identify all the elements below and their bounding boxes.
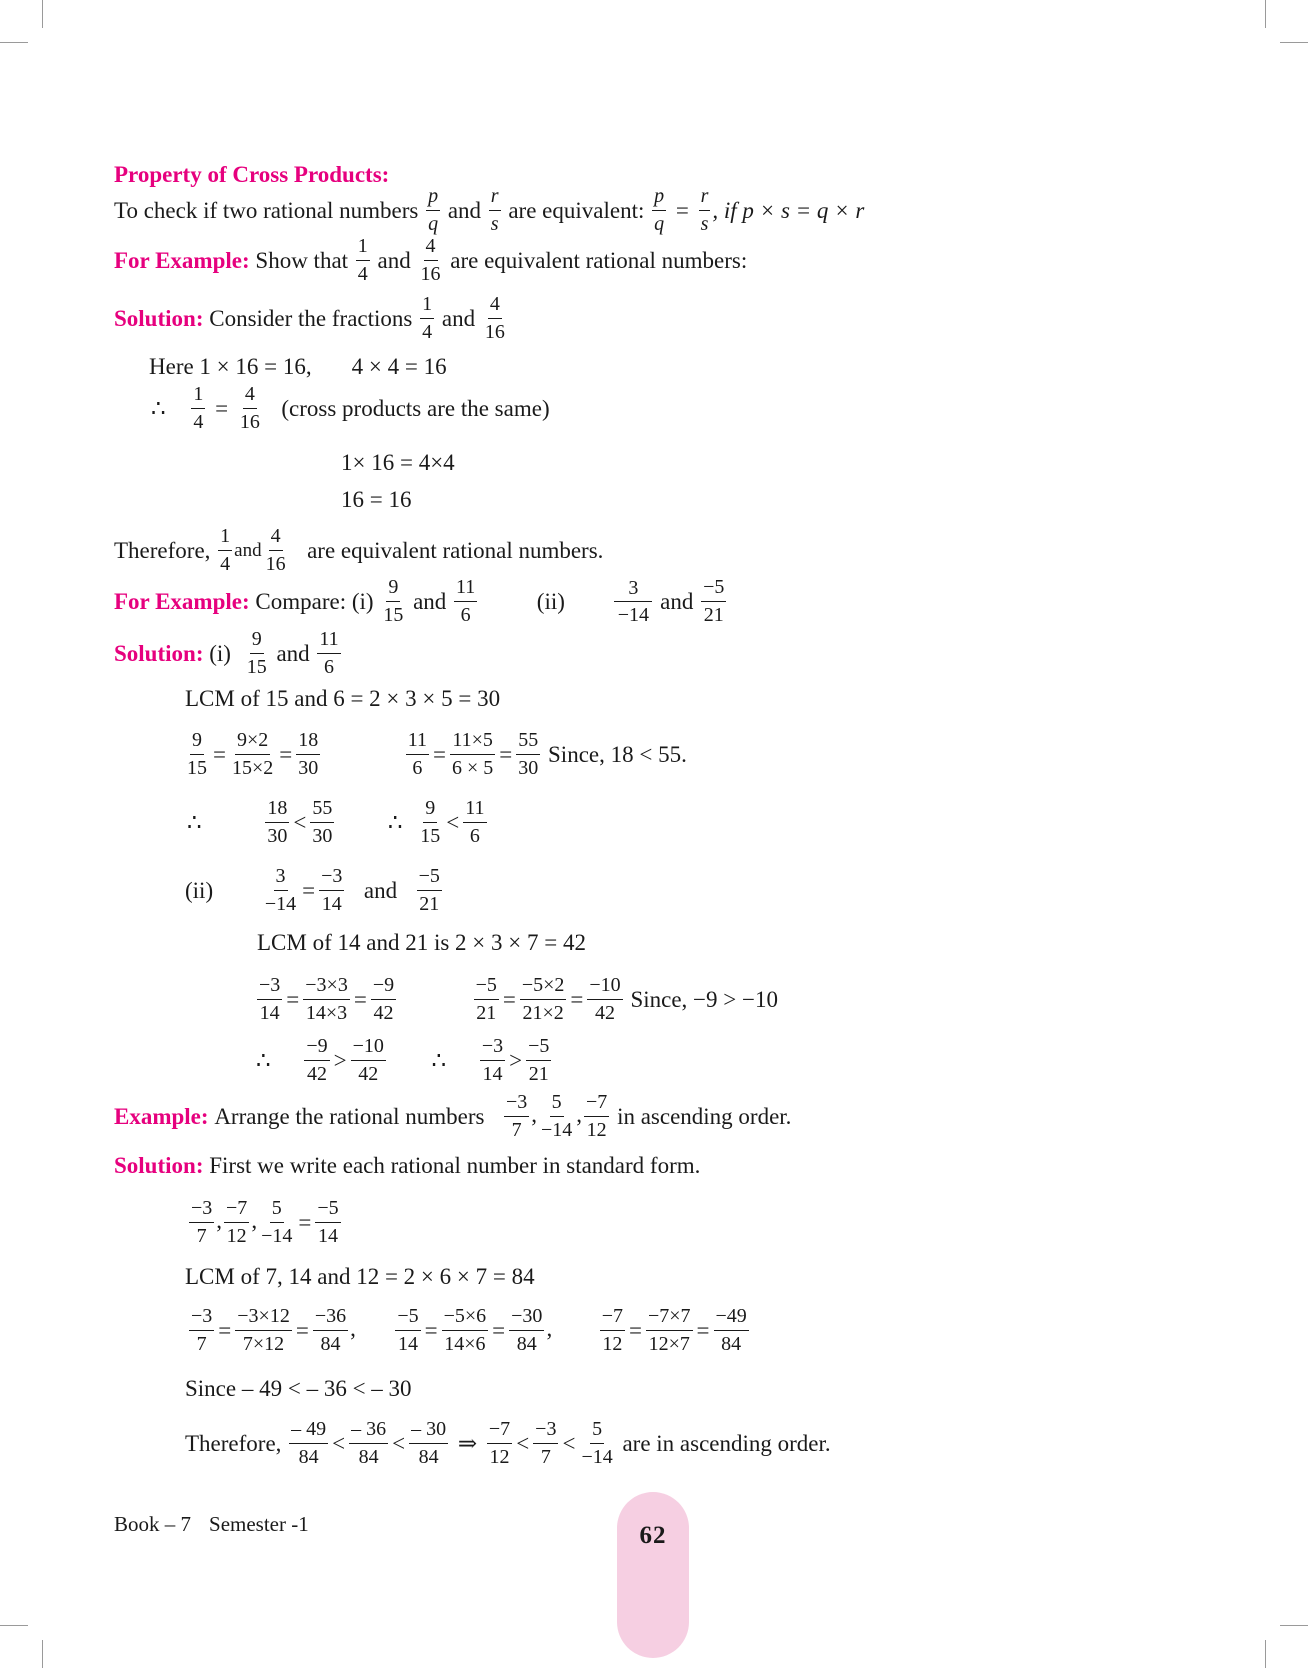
lcm-line-3: LCM of 7, 14 and 12 = 2 × 6 × 7 = 84	[185, 1264, 535, 1289]
fraction: $\frac{55}{30}$	[518, 729, 539, 779]
equation-row: $\frac{-3}{14}$ = $\frac{-3\times 3}{14\times 3}$ = $\frac{-9}{42}$ $\frac{-5}{21}$ = $\frac{-5\times 2}{21\times 2}$ = $\frac{-10}{42}$ Since, −9 > −10	[259, 974, 778, 1024]
fraction: $\frac{11\times 5}{6 \times 5}$	[452, 729, 494, 779]
fraction: $\frac{5}{-14}$	[581, 1418, 613, 1468]
here-line: Here 1 × 16 = 16, 4 × 4 = 16	[149, 354, 447, 380]
example-2: For Example: Compare: (i) $\frac{9}{15}$ and $\frac{11}{6}$ (ii) $\frac{3}{-14}$ and $\frac{-5}{21}$	[114, 576, 725, 626]
fraction: $\frac{1}{4}$	[357, 235, 368, 285]
semester-label: Semester -1	[209, 1512, 309, 1536]
crop-mark	[0, 1625, 28, 1626]
fraction: $\frac{5}{-14}$	[541, 1091, 573, 1141]
solution-2: Solution: (i) $\frac{9}{15}$ and $\frac{11}{6}$	[114, 628, 339, 678]
fraction: $\frac{-3}{14}$	[259, 974, 281, 1024]
fraction: $\frac{-5}{14}$	[397, 1305, 419, 1355]
standard-form-row: $\frac{-3}{7}$ , $\frac{-7}{12}$ , $\frac{5}{-14}$ = $\frac{-5}{14}$	[191, 1197, 339, 1247]
crop-mark	[1265, 1640, 1266, 1668]
fraction: $\frac{-7\times 7}{12\times 7}$	[647, 1305, 691, 1355]
since-line: Since – 49 < – 36 < – 30	[185, 1376, 412, 1401]
fraction: $\frac{- 30}{84}$	[411, 1418, 447, 1468]
fraction: $\frac{1}{4}$	[220, 525, 231, 575]
example-3: Example: Arrange the rational numbers $\frac{-3}{7}$ , $\frac{5}{-14}$ , $\frac{-7}{12}$ in ascending order.	[114, 1091, 792, 1141]
solution-1: Solution: Consider the fractions $\frac{1}{4}$ and $\frac{4}{16}$	[114, 293, 505, 343]
crop-mark	[1265, 0, 1266, 28]
fraction: $\frac{-49}{84}$	[715, 1305, 747, 1355]
fraction: $\frac{-30}{84}$	[511, 1305, 543, 1355]
fraction: $\frac{4}{16}$	[484, 293, 505, 343]
fraction: $\frac{11}{6}$	[319, 628, 339, 678]
fraction: $\frac{-10}{42}$	[589, 974, 621, 1024]
fraction: $\frac{9}{15}$	[246, 628, 267, 678]
fraction: $\frac{11}{6}$	[407, 729, 428, 779]
fraction: $\frac{- 36}{84}$	[351, 1418, 387, 1468]
fraction: $\frac{1}{4}$	[193, 383, 204, 433]
fraction: $\frac{3}{-14}$	[264, 865, 297, 915]
final-order-row: Therefore, $\frac{- 49}{84}$ < $\frac{- 36}{84}$ < $\frac{- 30}{84}$ ⇒ $\frac{-7}{12}$ < $\frac{-3}{7}$ < $\frac{5}{-14}$ are in ascending order.	[185, 1418, 831, 1468]
fraction-r-s: $\frac{r}{s}$	[700, 185, 709, 235]
cross-equal-line: ∴ $\frac{1}{4}$ = $\frac{4}{16}$ (cross products are the same)	[151, 383, 550, 433]
fraction: $\frac{11}{6}$	[465, 797, 485, 847]
lcm-line-1: LCM of 15 and 6 = 2 × 3 × 5 = 30	[185, 686, 501, 711]
fraction: $\frac{5}{-14}$	[261, 1197, 293, 1247]
fraction: $\frac{-3}{7}$	[505, 1091, 528, 1141]
fraction: $\frac{-5}{21}$	[475, 974, 497, 1024]
fraction: $\frac{-7}{12}$	[226, 1197, 248, 1247]
conversion-row: $\frac{-3}{7}$ = $\frac{-3\times 12}{7\times 12}$ = $\frac{-36}{84}$ , $\frac{-5}{14}$ = $\frac{-5\times 6}{14\times 6}$ = $\frac{-30}{84}$ , $\frac{-7}{12}$ = $\frac{-7\times 7}{12\times 7}$ = $\frac{-49}{84}$	[191, 1305, 747, 1355]
fraction: $\frac{-36}{84}$	[314, 1305, 347, 1355]
page-number: 62	[639, 1522, 667, 1549]
fraction: $\frac{-9}{42}$	[372, 974, 395, 1024]
page-number-tab	[617, 1492, 689, 1658]
crop-mark	[1280, 1625, 1308, 1626]
fraction: $\frac{-9}{42}$	[306, 1035, 328, 1085]
fraction: $\frac{-7}{12}$	[586, 1091, 608, 1141]
fraction: $\frac{-7}{12}$	[601, 1305, 623, 1355]
example-1: For Example: Show that $\frac{1}{4}$ and $\frac{4}{16}$ are equivalent rational numbers:	[114, 235, 748, 285]
fraction: $\frac{3}{-14}$	[614, 576, 652, 628]
fraction: $\frac{9\times 2}{15\times 2}$	[231, 729, 274, 779]
fraction: $\frac{4}{16}$	[239, 383, 260, 433]
fraction-p-q: $\frac{p}{q}$	[654, 185, 665, 235]
fraction: $\frac{-3\times 12}{7\times 12}$	[237, 1305, 290, 1355]
fraction: $\frac{-10}{42}$	[352, 1035, 384, 1085]
fraction: $\frac{18}{30}$	[298, 729, 319, 779]
fraction: $\frac{4}{16}$	[265, 525, 286, 575]
fraction: $\frac{-3\times 3}{14\times 3}$	[305, 974, 348, 1024]
fraction: $\frac{-5\times 2}{21\times 2}$	[521, 974, 565, 1024]
section-heading: Property of Cross Products:	[114, 162, 390, 187]
crop-mark	[1280, 42, 1308, 43]
lcm-line-2: LCM of 14 and 21 is 2 × 3 × 7 = 42	[257, 930, 586, 955]
fraction: $\frac{9}{15}$	[187, 729, 207, 779]
comparison-row: ∴ $\frac{-9}{42}$ > $\frac{-10}{42}$ ∴ $\frac{-3}{14}$ > $\frac{-5}{21}$	[256, 1035, 550, 1085]
fraction-r-s: $\frac{r}{s}$	[490, 185, 499, 235]
fraction: $\frac{55}{30}$	[312, 797, 333, 847]
fraction: $\frac{-3}{14}$	[321, 865, 343, 915]
book-label: Book – 7	[114, 1512, 192, 1536]
comparison-row: ∴ $\frac{18}{30}$ < $\frac{55}{30}$ ∴ $\frac{9}{15}$ < $\frac{11}{6}$	[187, 797, 485, 847]
footer-book-info	[114, 1512, 309, 1537]
fraction: $\frac{-5}{21}$	[418, 865, 440, 915]
fraction: $\frac{9}{15}$	[383, 576, 404, 626]
fraction: $\frac{-3}{7}$	[191, 1197, 213, 1247]
fraction-p-q: $\frac{p}{q}$	[428, 185, 439, 235]
fraction: $\frac{-3}{7}$	[535, 1418, 557, 1468]
fraction: $\frac{-7}{12}$	[488, 1418, 511, 1468]
crop-mark	[42, 0, 43, 28]
fraction: $\frac{1}{4}$	[422, 293, 433, 343]
cross-product-rule: To check if two rational numbers $\frac{p}{q}$ and $\frac{r}{s}$ are equivalent: $\frac{p}{q}$ = $\frac{r}{s}$ , if p × s = q × r	[114, 185, 865, 235]
fraction: $\frac{11}{6}$	[456, 576, 476, 626]
calc-line-2: 16 = 16	[341, 487, 412, 512]
fraction: $\frac{-3}{7}$	[191, 1305, 213, 1355]
part-ii-row: (ii) $\frac{3}{-14}$ = $\frac{-3}{14}$ and $\frac{-5}{21}$	[185, 865, 440, 915]
fraction: $\frac{9}{15}$	[420, 797, 441, 847]
fraction: $\frac{-5}{21}$	[703, 576, 725, 626]
calc-line-1: 1× 16 = 4×4	[341, 450, 455, 475]
fraction: $\frac{-5}{21}$	[528, 1035, 550, 1085]
crop-mark	[0, 42, 28, 43]
fraction: $\frac{-3}{14}$	[481, 1035, 504, 1085]
fraction: $\frac{18}{30}$	[267, 797, 288, 847]
fraction: $\frac{- 49}{84}$	[291, 1418, 327, 1468]
fraction: $\frac{4}{16}$	[420, 235, 441, 285]
equation-row: $\frac{9}{15}$ = $\frac{9\times 2}{15\times 2}$ = $\frac{18}{30}$ $\frac{11}{6}$ = $\frac{11\times 5}{6 \times 5}$ = $\frac{55}{30}$ Since, 18 < 55.	[187, 729, 687, 779]
conclusion-1: Therefore, $\frac{1}{4}$ and $\frac{4}{16}$ are equivalent rational numbers.	[114, 525, 604, 575]
solution-3: Solution: First we write each rational number in standard form.	[114, 1153, 701, 1179]
crop-mark	[42, 1640, 43, 1668]
fraction: $\frac{-5\times 6}{14\times 6}$	[443, 1305, 487, 1355]
fraction: $\frac{-5}{14}$	[317, 1197, 339, 1247]
